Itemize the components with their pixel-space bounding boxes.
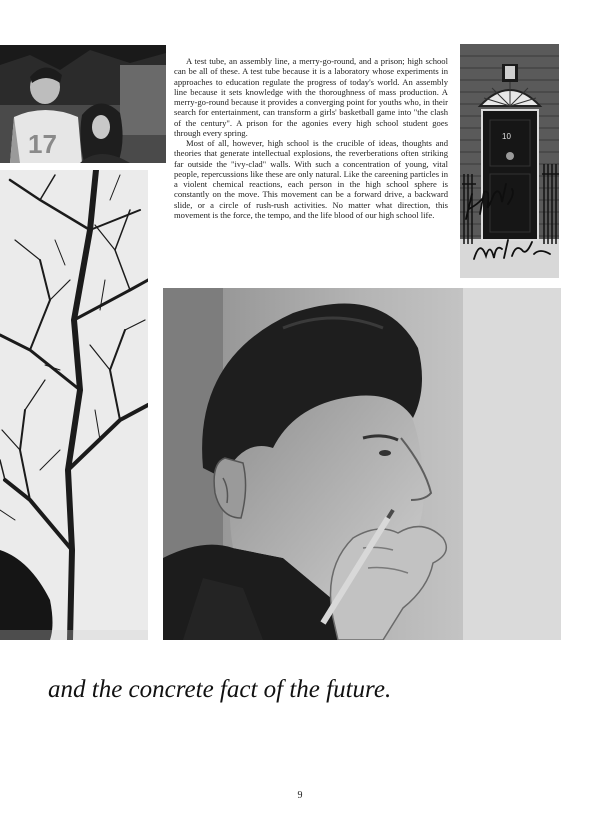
photo-boy-profile: [163, 288, 561, 640]
body-paragraph: A test tube, an assembly line, a merry-go-round, and a prison; high school can be all of these. A test tube because it is a laboratory whose experiments in approaches to education regulate the progress of today's world. An assembly line because it sets knowledge with the thoroughness of mass production. A merry-go-round because it provides a converging point for youths who, in their search for entertainment, can transform a girls' basketball game into "the clash of the century". A prison for the agonies every high school student goes through every spring.: [174, 56, 448, 138]
photo-couple: [0, 45, 166, 163]
body-paragraph: Most of all, however, high school is the crucible of ideas, thoughts and theories that generate intellectual explosions, the reverberations often striking far outside the "ivy-clad" walls. With such a concentration of young, vital people, repercussions like these are only natural. Like the careening particles in a violent chemical reactions, each person in the high school sphere is constantly on the move. This movement can be a forward drive, a backward slide, or a circle of rush-rush activities. No matter what direction, this movement is the force, the tempo, and the life blood of our high school life.: [174, 138, 448, 220]
page-number: 9: [297, 790, 303, 801]
photo-door: [460, 44, 559, 278]
jersey-number: 17: [28, 129, 57, 159]
photo-bare-tree: [0, 170, 148, 640]
caption: and the concrete fact of the future.: [48, 676, 392, 703]
door-number: 10: [502, 132, 511, 141]
body-copy: [174, 56, 448, 220]
